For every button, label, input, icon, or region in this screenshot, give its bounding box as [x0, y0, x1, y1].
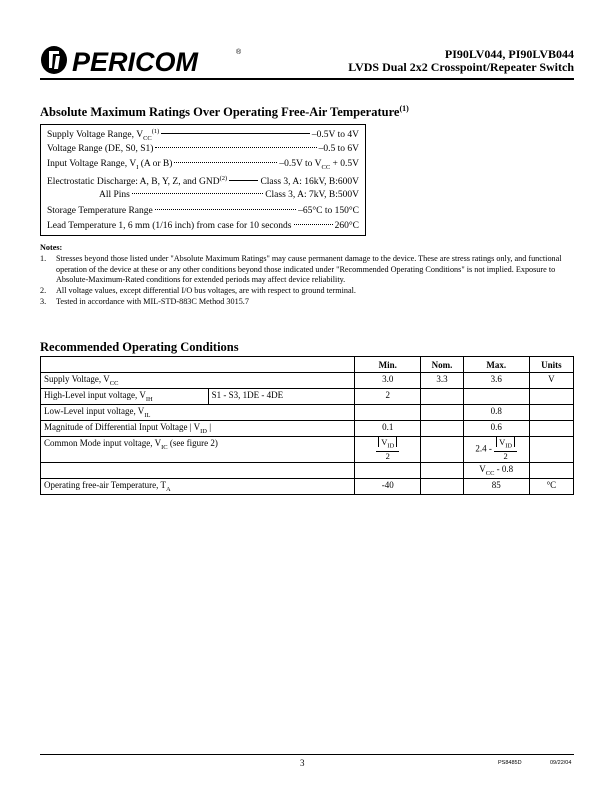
amr-row-all-pins: All Pins Class 3, A: 7kV, B:500V: [99, 190, 359, 200]
amr-title: Absolute Maximum Ratings Over Operating Free-Air Temperature$^{(1)}$: [40, 104, 409, 120]
amr-row-voltage-range: Voltage Range (DE, S0, S1) –0.5 to 6V: [47, 143, 359, 154]
document-code: PS8485D: [498, 760, 522, 766]
amr-box: [40, 124, 366, 236]
amr-row-storage-temp: Storage Temperature Range –65°C to 150°C: [47, 205, 359, 216]
pericom-logo-mark: [40, 44, 280, 76]
table-row: Low-Level input voltage, $V_{IL}$ 0.8: [41, 405, 574, 421]
table-row: Magnitude of Differential Input Voltage | $V_{ID}$ | 0.1 0.6: [41, 421, 574, 437]
note-item: 2. All voltage values, except differential I/O bus voltages, are with respect to ground terminal.: [40, 286, 356, 296]
note-item: 3. Tested in accordance with MIL-STD-883C Method 3015.7: [40, 296, 249, 306]
document-date: 09/22/04: [550, 760, 572, 766]
page-header: [40, 44, 574, 76]
amr-row-esd: Electrostatic Discharge: A, B, Y, Z, and GND$^{(2)}$ Class 3, A: 16kV, B:600V: [47, 174, 359, 187]
table-header-row: Min. Nom. Max. Units: [41, 357, 574, 373]
table-row: Operating free-air Temperature, $T_A$ -40 85 °C: [41, 478, 574, 494]
svg-text:®: ®: [236, 49, 242, 56]
part-numbers: PI90LV044, PI90LVB044: [444, 47, 574, 61]
header-titles: [348, 48, 574, 74]
roc-table: [40, 356, 574, 495]
amr-row-lead-temp: Lead Temperature 1, 6 mm (1/16 inch) from case for 10 seconds 260°C: [47, 221, 359, 231]
footer-rule: [40, 754, 574, 755]
logo-text: PERICOM: [72, 47, 199, 76]
pericom-logo: [40, 44, 280, 76]
device-subtitle: LVDS Dual 2x2 Crosspoint/Repeater Switch: [348, 60, 574, 74]
table-row: Common Mode input voltage, $V_{IC}$ (see figure 2) $\frac{V_{ID}}{2}$ 2.4 - $\frac{V_{ID}}{2}$: [41, 437, 574, 463]
notes: [40, 243, 574, 308]
note-item: 1. Stresses beyond those listed under "Absolute Maximum Ratings" may cause permanent damage to the device. These are stress ratings only, and functional operation of the device at these or any other conditions beyond those indicated under "Recommended Operating Conditions" is not implied. Exposure to Absolute-Maximum-Rated conditions for extended periods may affect device reliability.: [40, 253, 562, 285]
page-number: 3: [300, 758, 305, 768]
header-rule: [40, 78, 574, 80]
table-row: $V_{CC} - 0.8$: [41, 462, 574, 478]
roc-title: Recommended Operating Conditions: [40, 340, 239, 354]
amr-row-supply: Supply Voltage Range, $V_{CC}^{(1)}$ –0.5V to 4V: [47, 128, 359, 143]
amr-row-input-voltage: Input Voltage Range, $V_I$ (A or B) –0.5V to $V_{CC} + 0.5V$: [47, 159, 359, 171]
table-row: High-Level input voltage, $V_{IH}$ S1 - S3, 1DE - 4DE 2: [41, 389, 574, 405]
table-row: Supply Voltage, $V_{CC}$ 3.0 3.3 3.6 V: [41, 373, 574, 389]
notes-title: Notes:: [40, 243, 63, 252]
